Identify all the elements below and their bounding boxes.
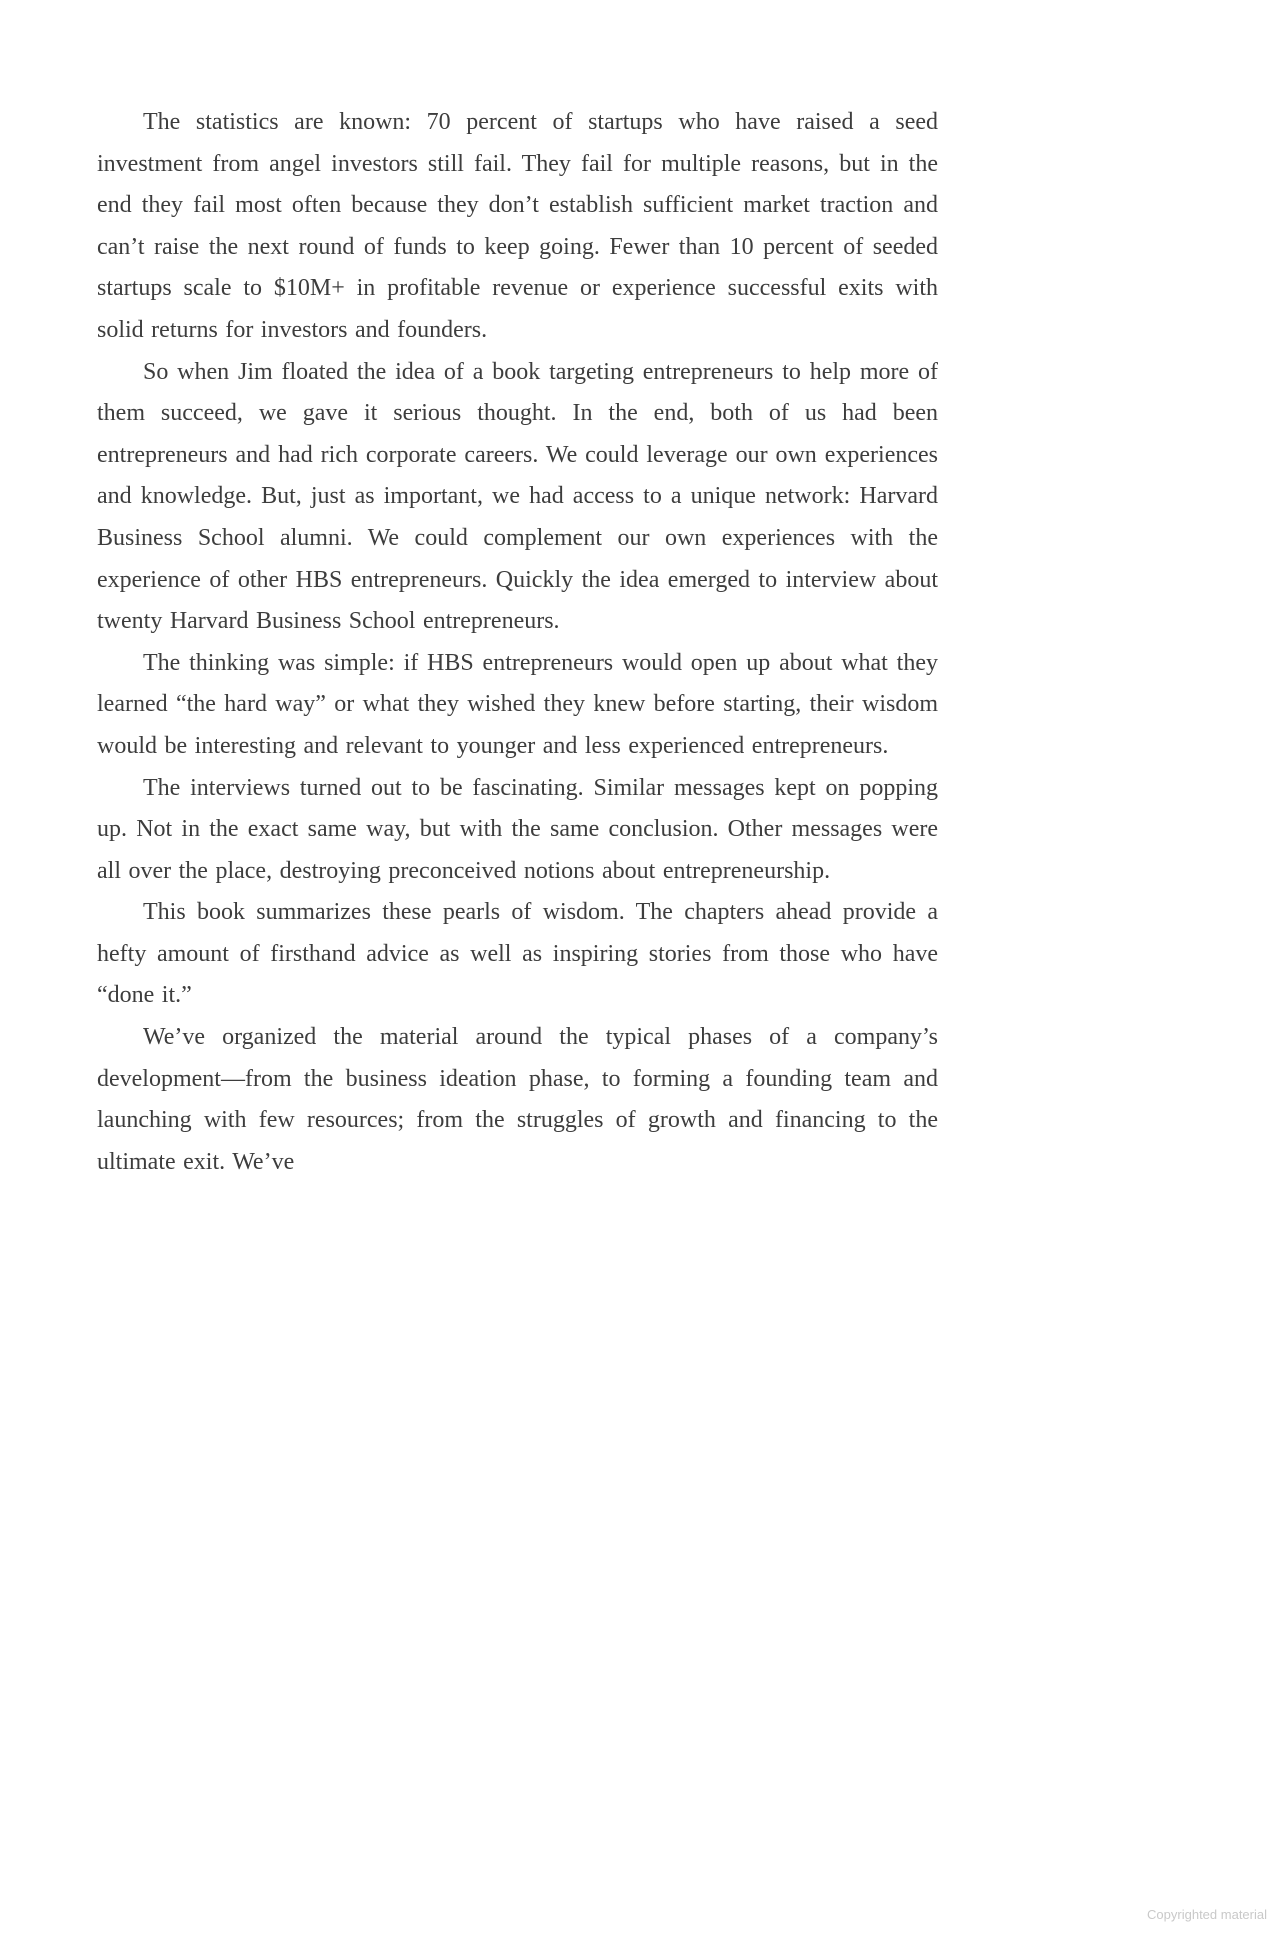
page-text-block xyxy=(97,102,938,1183)
paragraph-3: The thinking was simple: if HBS entrepreneurs would open up about what they learned “the hard way” or what they wished they knew before starting, their wisdom would be interesting and relevant to younger and less experienced entrepreneurs. xyxy=(97,649,938,759)
copyright-watermark: Copyrighted material xyxy=(1147,1907,1267,1922)
paragraph-6: We’ve organized the material around the typical phases of a company’s development—from the business ideation phase, to forming a founding team and launching with few resources; from the struggles of growth and financing to the ultimate exit. We’ve xyxy=(97,1024,938,1175)
paragraph-2: So when Jim floated the idea of a book targeting entrepreneurs to help more of them succeed, we gave it serious thought. In the end, both of us had been entrepreneurs and had rich corporate careers. We could leverage our own experiences and knowledge. But, just as important, we had access to a unique network: Harvard Business School alumni. We could complement our own experiences with the experience of other HBS entrepreneurs. Quickly the idea emerged to interview about twenty Harvard Business School entrepreneurs. xyxy=(97,358,938,635)
paragraph-1: The statistics are known: 70 percent of startups who have raised a seed investment from angel investors still fail. They fail for multiple reasons, but in the end they fail most often because they don’t establish sufficient market traction and can’t raise the next round of funds to keep going. Fewer than 10 percent of seeded startups scale to $10M+ in profitable revenue or experience successful exits with solid returns for investors and founders. xyxy=(97,109,938,343)
paragraph-5: This book summarizes these pearls of wisdom. The chapters ahead provide a hefty amount of firsthand advice as well as inspiring stories from those who have “done it.” xyxy=(97,899,938,1009)
paragraph-4: The interviews turned out to be fascinating. Similar messages kept on popping up. Not in the exact same way, but with the same conclusion. Other messages were all over the place, destroying preconceived notions about entrepreneurship. xyxy=(97,774,938,884)
